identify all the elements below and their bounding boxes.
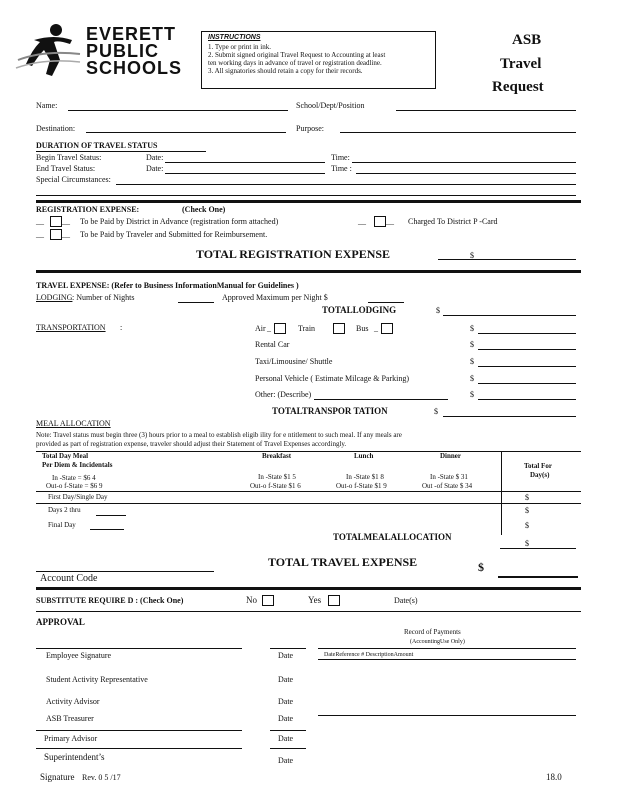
taxi-label: Taxi/Limousine/ Shuttle bbox=[255, 357, 333, 366]
instruction-3: 3. All signatories should retain a copy for their records. bbox=[208, 67, 363, 75]
instruction-1: 1. Type or print in ink. bbox=[208, 43, 271, 51]
instructions-box bbox=[201, 31, 436, 89]
registration-dollar: $ bbox=[470, 251, 474, 260]
revision-label: Rev. 0 5 /17 bbox=[82, 773, 121, 782]
total-lodging-label: TOTALLODGING bbox=[322, 305, 397, 315]
begin-date-label: Date: bbox=[146, 153, 164, 162]
personal-vehicle-amount[interactable] bbox=[478, 383, 576, 384]
form-title-line2: Travel bbox=[500, 56, 542, 72]
travel-expense-heading: TRAVEL EXPENSE: (Refer to Business InformationManual for Guidelines ) bbox=[36, 281, 299, 290]
meal-row2-dollar: $ bbox=[525, 506, 529, 515]
nights-label: : Number of Nights bbox=[72, 293, 135, 302]
substitute-no-label: No bbox=[246, 595, 257, 605]
meal-table-top-border bbox=[36, 451, 581, 452]
end-time-label: Time : bbox=[331, 164, 352, 173]
col-total-day-meal: Total Day Meal bbox=[42, 452, 89, 460]
rental-car-label: Rental Car bbox=[255, 340, 290, 349]
transport-dollar-3: $ bbox=[470, 357, 474, 366]
activity-advisor-date-label: Date bbox=[278, 697, 294, 706]
paid-by-traveler-checkbox[interactable] bbox=[50, 229, 62, 240]
record-of-payments-label: Record of Payments bbox=[404, 628, 461, 636]
asb-treasurer-label: ASB Treasurer bbox=[46, 714, 94, 723]
employee-date-line[interactable] bbox=[270, 648, 306, 649]
purpose-field[interactable] bbox=[340, 132, 576, 133]
col-lunch: Lunch bbox=[354, 452, 374, 460]
blank-mark: _ bbox=[267, 324, 271, 333]
paid-by-traveler-label: To be Paid by Traveler and Submitted for Reimbursement. bbox=[80, 230, 268, 239]
other-amount[interactable] bbox=[478, 399, 576, 400]
special-circumstances-field[interactable] bbox=[116, 184, 576, 185]
registration-check-one: (Check One) bbox=[182, 205, 226, 214]
approved-max-field[interactable] bbox=[368, 302, 404, 303]
transportation-colon: : bbox=[120, 323, 123, 332]
blank-mark: __ bbox=[386, 217, 394, 226]
primary-advisor-label: Primary Advisor bbox=[44, 734, 98, 743]
section-divider bbox=[36, 200, 581, 203]
total-transportation-field[interactable] bbox=[443, 416, 576, 417]
special-circumstances-label: Special Circumstances: bbox=[36, 175, 111, 184]
transport-dollar-1: $ bbox=[470, 324, 474, 333]
paid-by-district-label: To be Paid by District in Advance (registration form attached) bbox=[80, 217, 279, 226]
meal-row1-dollar: $ bbox=[525, 493, 529, 502]
superintendent-date-line[interactable] bbox=[270, 748, 306, 749]
meal-note-line2: provided as part of registration expense, traveler should adjust their Statement of Travel Expenses accordingly. bbox=[36, 440, 347, 448]
name-label: Name: bbox=[36, 101, 58, 110]
payments-divider bbox=[318, 659, 576, 660]
meal-row-divider bbox=[36, 503, 581, 504]
dinner-outstate: Out -of State $ 34 bbox=[422, 482, 473, 490]
section-divider bbox=[36, 270, 581, 273]
begin-travel-label: Begin Travel Status: bbox=[36, 153, 102, 162]
dinner-instate: In -State $ 31 bbox=[430, 473, 468, 481]
total-travel-field[interactable] bbox=[498, 576, 578, 578]
form-title-line3: Request bbox=[492, 79, 544, 95]
destination-label: Destination: bbox=[36, 124, 76, 133]
meal-row3-dollar: $ bbox=[525, 521, 529, 530]
air-label: Air bbox=[255, 324, 266, 333]
account-code-field[interactable] bbox=[36, 571, 214, 572]
section-divider-thin bbox=[36, 611, 581, 612]
lunch-instate: In -State $1 8 bbox=[346, 473, 384, 481]
other-description-field[interactable] bbox=[314, 399, 448, 400]
pcard-label: Charged To District P -Card bbox=[408, 217, 498, 226]
account-code-label: Account Code bbox=[40, 573, 98, 584]
days-thru-field[interactable] bbox=[96, 515, 126, 516]
final-day-field[interactable] bbox=[90, 529, 124, 530]
air-train-bus-amount[interactable] bbox=[478, 333, 576, 334]
lunch-outstate: Out-o f-State $1 9 bbox=[336, 482, 387, 490]
paid-by-district-checkbox[interactable] bbox=[50, 216, 62, 227]
meal-row-days-2-thru: Days 2 thru bbox=[48, 506, 81, 514]
rental-car-amount[interactable] bbox=[478, 349, 576, 350]
employee-signature-label: Employee Signature bbox=[46, 651, 112, 660]
student-rep-label: Student Activity Representative bbox=[46, 675, 148, 684]
section-divider bbox=[36, 587, 581, 590]
transport-dollar-5: $ bbox=[470, 390, 474, 399]
breakfast-instate: In -State $1 5 bbox=[258, 473, 296, 481]
instruction-2a: 2. Submit signed original Travel Request to Accounting at least bbox=[208, 51, 386, 59]
primary-advisor-signature-line[interactable] bbox=[36, 730, 242, 731]
superintendent-date-label: Date bbox=[278, 756, 294, 765]
pcard-checkbox[interactable] bbox=[374, 216, 386, 227]
col-per-diem-instate: In -State = $6 4 bbox=[52, 474, 96, 482]
train-checkbox[interactable] bbox=[333, 323, 345, 334]
bus-checkbox[interactable] bbox=[381, 323, 393, 334]
logo-text-line3: SCHOOLS bbox=[86, 58, 183, 78]
end-date-field[interactable] bbox=[165, 173, 325, 174]
logo-text-line1: EVERETT bbox=[86, 24, 177, 44]
total-travel-label: TOTAL TRAVEL EXPENSE bbox=[268, 555, 418, 569]
total-registration-label: TOTAL REGISTRATION EXPENSE bbox=[196, 247, 391, 261]
meal-allocation-label: MEAL ALLOCATION bbox=[36, 419, 111, 428]
begin-date-field[interactable] bbox=[165, 162, 325, 163]
approval-heading: APPROVAL bbox=[36, 617, 85, 627]
superintendent-label: Superintendent’s bbox=[44, 752, 105, 762]
col-total-for: Total For bbox=[524, 462, 552, 470]
col-dinner: Dinner bbox=[440, 452, 461, 460]
swoosh-figure-icon bbox=[14, 20, 84, 82]
instruction-2b: ten working days in advance of travel or registration deadline. bbox=[208, 59, 382, 67]
meal-row-first-day: First Day/Single Day bbox=[48, 493, 108, 501]
registration-heading: REGISTRATION EXPENSE: bbox=[36, 205, 140, 214]
total-registration-field[interactable] bbox=[438, 259, 576, 260]
primary-advisor-date-label: Date bbox=[278, 734, 294, 743]
page-number: 18.0 bbox=[546, 772, 562, 782]
duration-heading: DURATION OF TRAVEL STATUS bbox=[36, 141, 158, 150]
signature-label: Signature bbox=[40, 772, 75, 782]
school-label: School/Dept/Position bbox=[296, 101, 365, 110]
special-circumstances-field-2[interactable] bbox=[36, 195, 576, 196]
total-transportation-label: TOTALTRANSPOR TATION bbox=[272, 406, 388, 416]
meal-row-final-day: Final Day bbox=[48, 521, 76, 529]
total-lodging-field[interactable] bbox=[443, 315, 576, 316]
meal-row-divider bbox=[36, 491, 581, 492]
lodging-dollar: $ bbox=[436, 306, 440, 315]
substitute-label: SUBSTITUTE REQUIRE D : (Check One) bbox=[36, 596, 184, 605]
approved-max-label: Approved Maximum per Night $ bbox=[222, 293, 328, 302]
blank-mark: __ bbox=[62, 230, 70, 239]
substitute-yes-label: Yes bbox=[308, 595, 322, 605]
activity-advisor-label: Activity Advisor bbox=[46, 697, 100, 706]
col-days: Day(s) bbox=[530, 471, 550, 479]
employee-date-label: Date bbox=[278, 651, 294, 660]
substitute-no-checkbox[interactable] bbox=[262, 595, 274, 606]
breakfast-outstate: Out-o f-State $1 6 bbox=[250, 482, 301, 490]
col-breakfast: Breakfast bbox=[262, 452, 292, 460]
payments-columns: DateReference # DescriptionAmount bbox=[324, 652, 414, 658]
taxi-amount[interactable] bbox=[478, 366, 576, 367]
duration-underline bbox=[36, 151, 206, 152]
destination-field[interactable] bbox=[86, 132, 286, 133]
substitute-yes-checkbox[interactable] bbox=[328, 595, 340, 606]
transport-dollar-4: $ bbox=[470, 374, 474, 383]
other-label: Other: (Describe) bbox=[255, 390, 312, 399]
train-label: Train bbox=[298, 324, 316, 333]
substitute-dates-label: Date(s) bbox=[394, 596, 418, 605]
instructions-title: INSTRUCTIONS bbox=[208, 34, 261, 41]
name-field[interactable] bbox=[68, 110, 288, 111]
col-per-diem: Per Diem & Incidentals bbox=[42, 461, 113, 469]
end-date-label: Date: bbox=[146, 164, 164, 173]
form-title-line1: ASB bbox=[512, 32, 542, 48]
meal-note-line1: Note: Travel status must begin three (3) hours prior to a meal to establish eligib ility for e ntitlement to such meal. If any meals are bbox=[36, 431, 402, 439]
primary-advisor-date-line[interactable] bbox=[270, 730, 306, 731]
total-meal-label: TOTALMEALALLOCATION bbox=[333, 532, 452, 542]
total-travel-dollar: $ bbox=[478, 560, 484, 574]
payments-divider bbox=[318, 648, 576, 649]
total-meal-field[interactable] bbox=[500, 548, 576, 549]
payments-divider bbox=[318, 715, 576, 716]
transport-total-dollar: $ bbox=[434, 407, 438, 416]
logo-text-line2: PUBLIC bbox=[86, 41, 159, 61]
transport-dollar-2: $ bbox=[470, 340, 474, 349]
blank-mark: __ bbox=[36, 217, 44, 226]
end-time-field[interactable] bbox=[356, 173, 576, 174]
record-of-payments-sub: (AccountingUse Only) bbox=[410, 639, 465, 645]
personal-vehicle-label: Personal Vehicle ( Estimate Milcage & Parking) bbox=[255, 374, 410, 383]
meal-total-dollar: $ bbox=[525, 539, 529, 548]
blank-mark: _ bbox=[374, 324, 378, 333]
school-field[interactable] bbox=[396, 110, 576, 111]
begin-time-field[interactable] bbox=[352, 162, 576, 163]
col-per-diem-outstate: Out-o f-State = $6 9 bbox=[46, 482, 103, 490]
transportation-label: TRANSPORTATION bbox=[36, 323, 106, 332]
district-logo bbox=[14, 20, 194, 80]
employee-signature-line[interactable] bbox=[36, 648, 242, 649]
end-travel-label: End Travel Status: bbox=[36, 164, 96, 173]
lodging-label: LODGING bbox=[36, 293, 73, 302]
bus-label: Bus bbox=[356, 324, 369, 333]
meal-table-col-divider bbox=[501, 451, 502, 535]
air-checkbox[interactable] bbox=[274, 323, 286, 334]
nights-field[interactable] bbox=[178, 302, 214, 303]
begin-time-label: Time: bbox=[331, 153, 350, 162]
asb-treasurer-date-label: Date bbox=[278, 714, 294, 723]
purpose-label: Purpose: bbox=[296, 124, 324, 133]
student-rep-date-label: Date bbox=[278, 675, 294, 684]
blank-mark: __ bbox=[62, 217, 70, 226]
superintendent-signature-line[interactable] bbox=[36, 748, 242, 749]
blank-mark: __ bbox=[36, 230, 44, 239]
meal-table bbox=[36, 451, 581, 535]
blank-mark: __ bbox=[358, 217, 366, 226]
